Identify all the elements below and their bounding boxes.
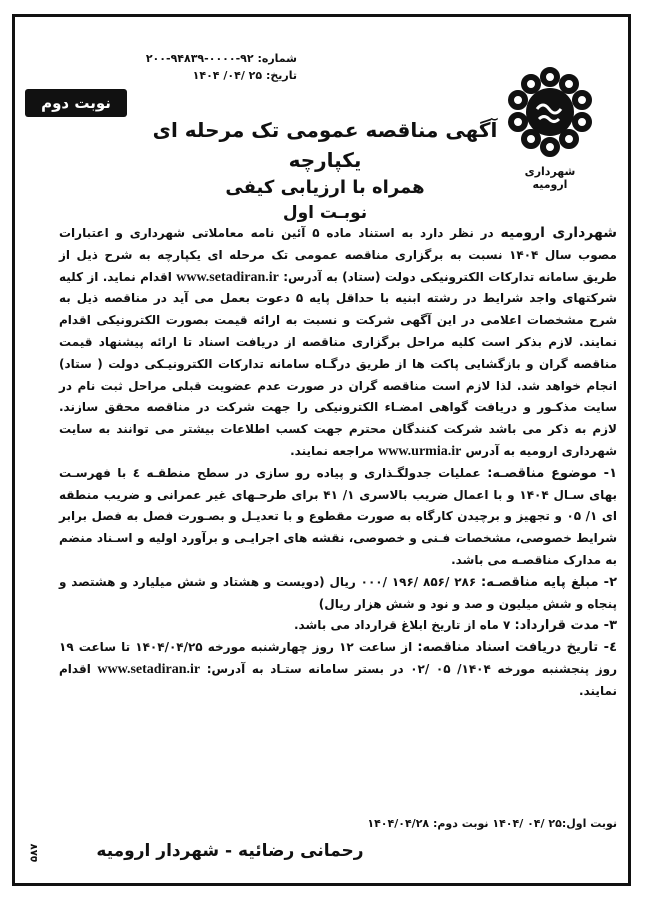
item-label: ۳- مدت قرارداد: (514, 618, 617, 634)
intro-text-1: در نظر دارد به استناد ماده ۵ آئین نامه معاملاتی شهرداری و اعتبارات مصوب سال ۱۴۰۴ نسبت به برگزاری مناقصه عمومی تک مرحله ای یکپارچه به شرح ذیل از طریق سامانه تدارکات الکترونیکی دولت (ستاد) به آدرس: (59, 226, 617, 284)
item-documents-date (59, 637, 617, 702)
item-label: ۲- مبلغ پایه مناقصـه: (481, 574, 617, 590)
notice-round: نوبـت اول (282, 203, 368, 223)
item-label: ۱- موضوع مناقصـه: (487, 465, 618, 481)
round-badge: نوبت دوم (25, 89, 127, 117)
ad-code: ۵۸۷ (29, 843, 40, 862)
intro-text-2: اقدام نماید. از کلیه شرکتهای واجد شرایط در رشته ابنیه با حداقل پایه ۵ دعوت بعمل می آید در مناقصه ذیل به شرح مشخصات اعلامی در این آگهی شرکت و نسبت به ارائه قیمت بصورت الکترونیکی اقدام نمایند. لازم بذکر است کلیه مراحل برگزاری مناقصه از دریافت اسناد تا ارائه پیشنهاد قیمت مناقصه گران و بازگشایی پاکت ها از طریق درگـاه سامانه تدارکات الکترونیـکی دولت ( ستاد) انجام خواهد شد. لذا لازم است مناقصه گران در صورت عدم عضویت قبلی مراحل ثبت نام در سایت مذکـور و دریافت گواهی امضـاء الکترونیکی را جهت شرکت در مناقصه محقق سازند. لازم به ذکر می باشد شرکت کنندگان محترم جهت کسب اطلاعات بیشتر می توانند به سایت شهرداری ارومیه به آدرس (59, 269, 617, 458)
reference-block (67, 50, 297, 84)
item-label: ٤- تاریخ دریافت اسناد مناقصه: (417, 640, 617, 656)
title-block (125, 115, 525, 225)
item-duration (59, 615, 617, 637)
reference-date: تاریخ: ۲۵ /۰۴/ ۱۴۰۴ (192, 69, 297, 82)
publication-dates: نوبت اول:۲۵ /۰۴ /۱۴۰۴ نوبت دوم: ۱۴۰۴/۰۴/۲۸ (367, 817, 617, 830)
signature: رحمانی رضائیه - شهردار ارومیه (96, 841, 364, 861)
item-base-amount (59, 572, 617, 616)
item-text: عملیات جدولگـذاری و پیاده رو سازی در سطح منطقـه ٤ با فهرسـت بهای سـال ۱۴۰۴ و با اعمال ضریب بالاسری ۱/ ۴۱ برای طرحـهای غیر عمرانی و ضریب منطقه ای ۱/ ۰۵ و تجهیز و برچیدن کارگاه به صورت مقطوع و با تعدیـل و بصـورت فصل به فصل برابر شرایط خصوصی، مشخصات فـنی و خصوصی، نقشه های اجرایـی و برآورد اولیه و اسـناد منضم به مدارک مناقصـه می باشد. (59, 465, 618, 567)
logo-caption: شهرداری ارومیه (524, 165, 576, 191)
item-text: ۷ ماه از تاریخ ابلاغ قرارداد می باشد. (294, 618, 515, 633)
setad-link-2[interactable]: www.setadiran.ir (97, 661, 201, 677)
reference-number: شماره: ۹۲-۰۰۰۰-۹۴۸۳۹-۲۰۰ (145, 52, 297, 65)
item-tail: اقدام نمایند. (59, 661, 617, 698)
item-subject (59, 463, 617, 572)
setad-link[interactable]: www.setadiran.ir (176, 269, 279, 285)
organization-name: شهرداری ارومیه (500, 225, 617, 241)
intro-paragraph (59, 223, 617, 463)
notice-body (59, 223, 617, 703)
notice-subtitle: همراه با ارزیابی کیفی (225, 177, 425, 198)
notice-title: آگهی مناقصه عمومی تک مرحله ای یکپارچه (152, 118, 498, 172)
item-text: ۲۸۶ /۸۵۶ /۱۹۶ /۰۰۰ ریال (دویست و هشتاد و شش میلیارد و هشتصد و پنجاه و شش میلیون و صد و نود و شش هزار ریال) (59, 574, 617, 611)
item-text: از ساعت ۱۲ روز چهارشنبه مورخه ۱۴۰۴/۰۴/۲۵ تا ساعت ۱۹ روز پنجشنبه مورخه ۱۴۰۴/ ۰۵ /۰۲ در بستر سامانه ستـاد به آدرس: (59, 640, 618, 676)
urmia-link[interactable]: www.urmia.ir (378, 443, 462, 459)
intro-text-3: مراجعه نمایند. (290, 443, 379, 458)
notice-frame (12, 14, 631, 886)
